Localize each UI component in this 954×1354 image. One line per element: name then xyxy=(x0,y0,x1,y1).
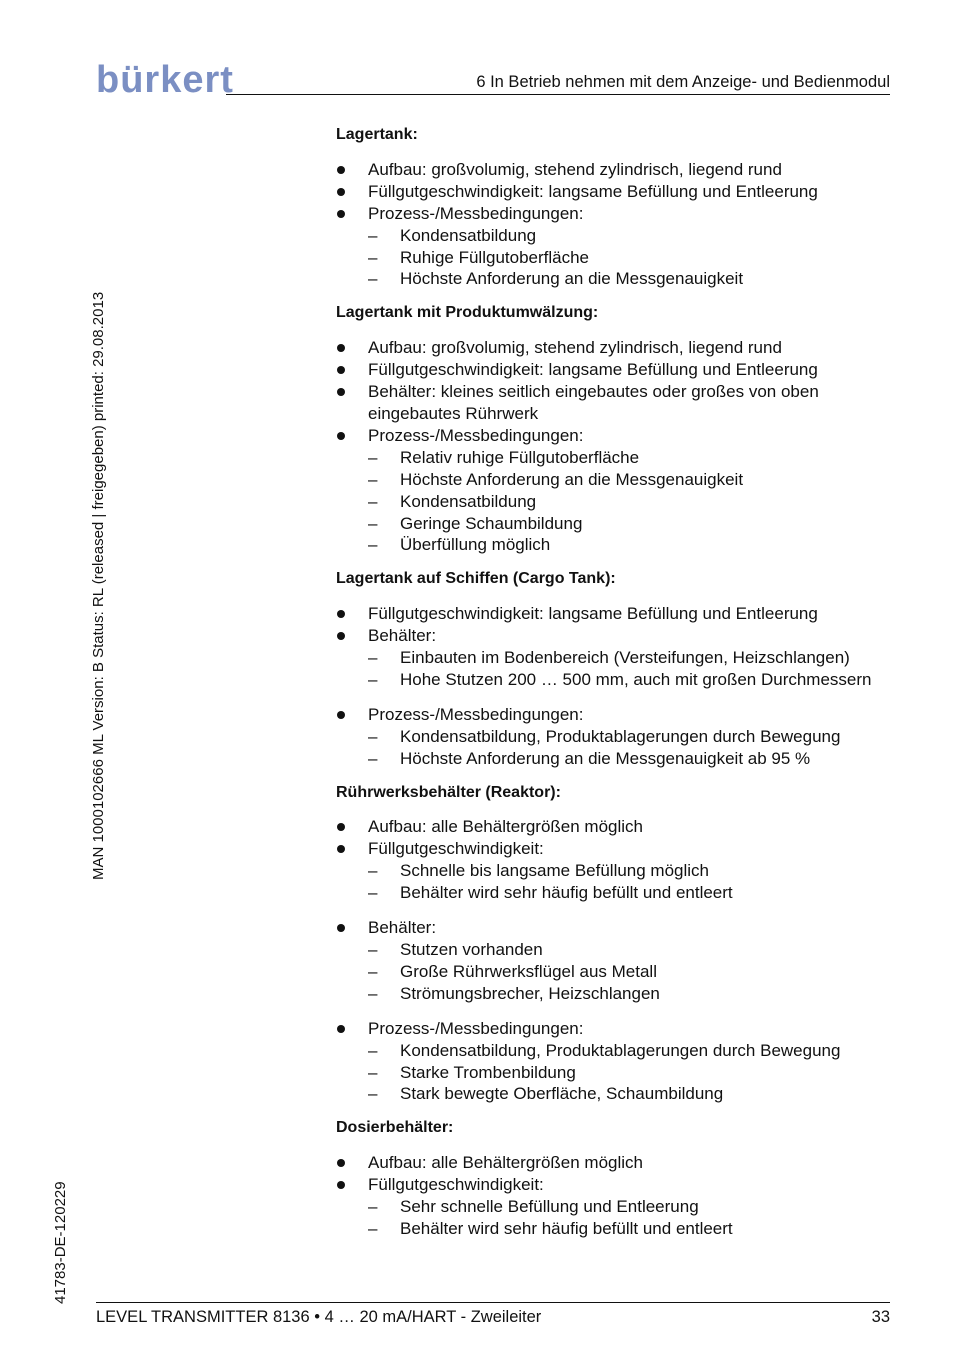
dash-icon: – xyxy=(368,726,378,746)
sub-list-item-text: Kondensatbildung, Produktablagerungen durch Bewegung xyxy=(400,1040,841,1060)
sub-list-item xyxy=(336,669,896,691)
sub-list-item-text: Behälter wird sehr häufig befüllt und entleert xyxy=(400,1218,733,1238)
sub-list-item xyxy=(336,268,896,290)
section xyxy=(336,124,896,290)
sub-list-item-text: Kondensatbildung xyxy=(400,225,537,245)
bullet-icon xyxy=(337,432,345,440)
section xyxy=(336,568,896,769)
sub-list-item-text: Ruhige Füllgutoberfläche xyxy=(400,247,590,267)
sub-list-item-text: Schnelle bis langsame Befüllung möglich xyxy=(400,861,710,881)
list-item xyxy=(336,625,896,647)
list-item xyxy=(336,1018,896,1040)
sub-list-item-text: Starke Trombenbildung xyxy=(400,1062,576,1082)
sub-list-item xyxy=(336,513,896,535)
list-item xyxy=(336,704,896,726)
list-item xyxy=(336,603,896,625)
list-item xyxy=(336,917,896,939)
footer-rule xyxy=(96,1302,890,1303)
dash-icon: – xyxy=(368,983,378,1003)
bullet-icon xyxy=(337,1181,345,1189)
dash-icon: – xyxy=(368,491,378,511)
sub-list-item-text: Einbauten im Bodenbereich (Versteifungen, Heizschlangen) xyxy=(400,648,850,668)
list-item xyxy=(336,359,896,381)
list-item-text: Prozess-/Messbedingungen: xyxy=(368,1018,584,1038)
list-item xyxy=(336,159,896,181)
sub-list-item xyxy=(336,882,896,904)
section-title: Rührwerksbehälter (Reaktor): xyxy=(336,783,561,801)
list-item-text: Prozess-/Messbedingungen: xyxy=(368,203,584,223)
list-item-text: Prozess-/Messbedingungen: xyxy=(368,704,584,724)
dash-icon: – xyxy=(368,225,378,245)
dash-icon: – xyxy=(368,535,378,555)
sub-list-item-text: Kondensatbildung xyxy=(400,491,537,511)
list-item-text: Füllgutgeschwindigkeit: xyxy=(368,1175,544,1195)
dash-icon: – xyxy=(368,669,378,689)
sub-list-item-text: Behälter wird sehr häufig befüllt und entleert xyxy=(400,883,733,903)
sub-list-item xyxy=(336,961,896,983)
sub-list-item xyxy=(336,1040,896,1062)
dash-icon: – xyxy=(368,883,378,903)
list-item-text: Aufbau: großvolumig, stehend zylindrisch, liegend rund xyxy=(368,159,782,179)
sub-list-item xyxy=(336,247,896,269)
sub-list-item xyxy=(336,939,896,961)
document-status-text: MAN 1000102666 ML Version: B Status: RL (released | freigegeben) printed: 29.08.2013 xyxy=(90,291,107,880)
sub-list-item xyxy=(336,983,896,1005)
bullet-icon xyxy=(337,711,345,719)
dash-icon: – xyxy=(368,1084,378,1104)
dash-icon: – xyxy=(368,1218,378,1238)
list-item xyxy=(336,1174,896,1196)
list-item xyxy=(336,181,896,203)
sub-list-item-text: Höchste Anforderung an die Messgenauigkeit xyxy=(400,469,744,489)
list-item xyxy=(336,337,896,359)
list-item-text: Prozess-/Messbedingungen: xyxy=(368,425,584,445)
bullet-icon xyxy=(337,366,345,374)
list-item-text: Füllgutgeschwindigkeit: langsame Befüllung und Entleerung xyxy=(368,360,818,380)
sub-list-item-text: Höchste Anforderung an die Messgenauigkeit ab 95 % xyxy=(400,748,811,768)
section-title: Lagertank mit Produktumwälzung: xyxy=(336,304,599,322)
spacer xyxy=(336,691,896,704)
list-item-text: Aufbau: alle Behältergrößen möglich xyxy=(368,817,643,837)
sub-list-item-text: Strömungsbrecher, Heizschlangen xyxy=(400,983,660,1003)
sub-list-item-text: Große Rührwerksflügel aus Metall xyxy=(400,961,657,981)
list-item-text: Füllgutgeschwindigkeit: langsame Befüllung und Entleerung xyxy=(368,181,818,201)
sub-list-item xyxy=(336,726,896,748)
bullet-icon xyxy=(337,210,345,218)
list-item-text: Behälter: kleines seitlich eingebautes oder großes von oben eingebautes Rührwerk xyxy=(368,382,819,423)
list-item xyxy=(336,203,896,225)
bullet-icon xyxy=(337,632,345,640)
dash-icon: – xyxy=(368,961,378,981)
sub-list-item xyxy=(336,1196,896,1218)
list-item-text: Aufbau: großvolumig, stehend zylindrisch, liegend rund xyxy=(368,338,782,358)
bullet-icon xyxy=(337,166,345,174)
sub-list-item-text: Hohe Stutzen 200 … 500 mm, auch mit großen Durchmessern xyxy=(400,669,872,689)
dash-icon: – xyxy=(368,648,378,668)
sub-list-item-text: Sehr schnelle Befüllung und Entleerung xyxy=(400,1197,699,1217)
dash-icon: – xyxy=(368,940,378,959)
sub-list-item-text: Stark bewegte Oberfläche, Schaumbildung xyxy=(400,1084,724,1104)
dash-icon: – xyxy=(368,861,378,881)
section-title: Dosierbehälter: xyxy=(336,1119,454,1137)
dash-icon: – xyxy=(368,269,378,289)
page-number: 33 xyxy=(871,1308,890,1326)
section xyxy=(336,302,896,556)
list-item xyxy=(336,816,896,838)
sub-list-item-text: Höchste Anforderung an die Messgenauigkeit xyxy=(400,269,744,289)
bullet-icon xyxy=(337,1025,345,1033)
sub-list-item-text: Geringe Schaumbildung xyxy=(400,513,583,533)
header-rule xyxy=(226,94,890,95)
bullet-icon xyxy=(337,845,345,853)
sub-list-item-text: Relativ ruhige Füllgutoberfläche xyxy=(400,447,640,467)
main-content xyxy=(336,124,896,1252)
list-item xyxy=(336,381,896,425)
dash-icon: – xyxy=(368,1062,378,1082)
sub-list-item xyxy=(336,469,896,491)
list-item-text: Behälter: xyxy=(368,626,437,646)
list-item xyxy=(336,1152,896,1174)
list-item-text: Behälter: xyxy=(368,918,437,938)
sub-list-item-text: Kondensatbildung, Produktablagerungen durch Bewegung xyxy=(400,726,841,746)
section-title: Lagertank: xyxy=(336,126,418,143)
sub-list-item xyxy=(336,1083,896,1105)
bullet-icon xyxy=(337,188,345,196)
bullet-icon xyxy=(337,823,345,831)
dash-icon: – xyxy=(368,1197,378,1217)
sub-list-item-text: Stutzen vorhanden xyxy=(400,940,543,959)
dash-icon: – xyxy=(368,513,378,533)
sub-list-item xyxy=(336,860,896,882)
sub-list-item xyxy=(336,534,896,556)
list-item xyxy=(336,425,896,447)
spacer xyxy=(336,904,896,917)
sub-list-item xyxy=(336,225,896,247)
dash-icon: – xyxy=(368,247,378,267)
list-item-text: Füllgutgeschwindigkeit: xyxy=(368,839,544,859)
list-item xyxy=(336,838,896,860)
sub-list-item xyxy=(336,748,896,770)
dash-icon: – xyxy=(368,748,378,768)
section xyxy=(336,782,896,1106)
document-code: 41783-DE-120229 xyxy=(52,1181,69,1304)
section-title: Lagertank auf Schiffen (Cargo Tank): xyxy=(336,570,616,588)
bullet-icon xyxy=(337,344,345,352)
bullet-icon xyxy=(337,1159,345,1167)
sub-list-item xyxy=(336,491,896,513)
spacer xyxy=(336,1005,896,1018)
bullet-icon xyxy=(337,924,345,932)
dash-icon: – xyxy=(368,447,378,467)
list-item-text: Füllgutgeschwindigkeit: langsame Befüllung und Entleerung xyxy=(368,604,818,624)
section xyxy=(336,1117,896,1240)
dash-icon: – xyxy=(368,469,378,489)
footer-title: LEVEL TRANSMITTER 8136 • 4 … 20 mA/HART - Zweileiter xyxy=(96,1308,542,1326)
dash-icon: – xyxy=(368,1040,378,1060)
sub-list-item xyxy=(336,647,896,669)
chapter-title: 6 In Betrieb nehmen mit dem Anzeige- und Bedienmodul xyxy=(476,73,890,91)
sub-list-item xyxy=(336,1062,896,1084)
bullet-icon xyxy=(337,388,345,396)
list-item-text: Aufbau: alle Behältergrößen möglich xyxy=(368,1153,643,1173)
sub-list-item xyxy=(336,447,896,469)
bullet-icon xyxy=(337,610,345,618)
sub-list-item xyxy=(336,1218,896,1240)
burkert-logo: bürkert xyxy=(96,59,234,101)
sub-list-item-text: Überfüllung möglich xyxy=(400,535,551,555)
